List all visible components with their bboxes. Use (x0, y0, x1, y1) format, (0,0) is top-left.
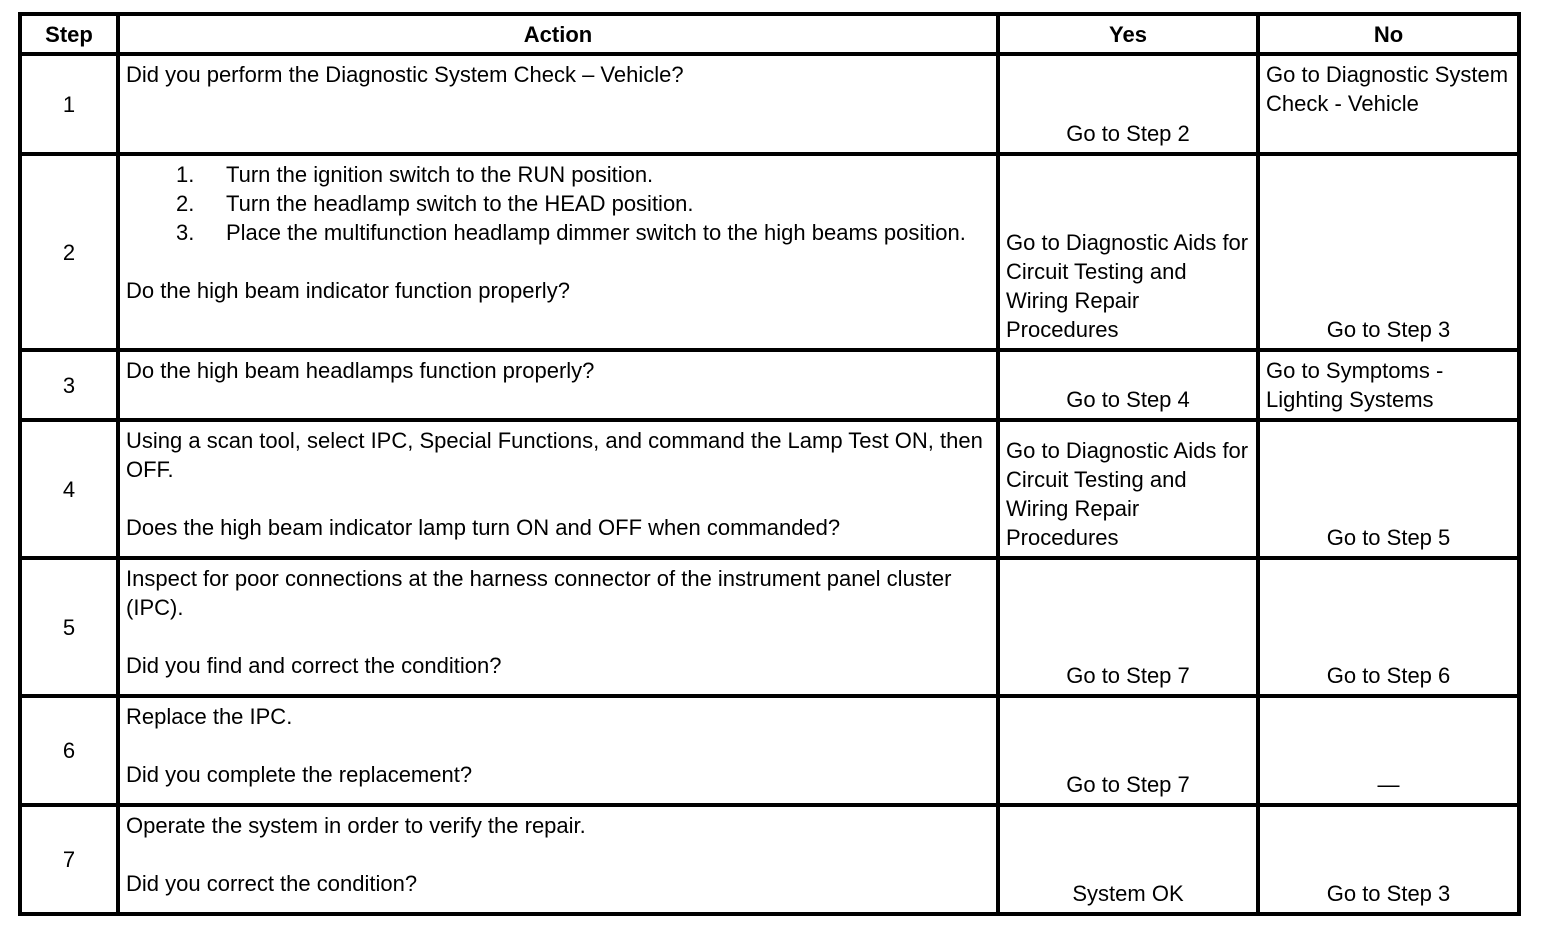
list-item-number: 3. (176, 220, 195, 245)
yes-result: Go to Step 2 (998, 54, 1258, 154)
list-item-number: 1. (176, 162, 195, 187)
yes-result: Go to Diagnostic Aids for Circuit Testing and Wiring Repair Procedures (998, 154, 1258, 350)
list-item (126, 189, 990, 218)
action-question: Did you find and correct the condition? (126, 653, 502, 678)
action-cell (118, 54, 998, 154)
action-text: Using a scan tool, select IPC, Special Functions, and command the Lamp Test ON, then OFF. (126, 428, 983, 482)
action-text: Did you perform the Diagnostic System Check – Vehicle? (126, 62, 684, 87)
table-row (20, 54, 1519, 154)
table-row (20, 420, 1519, 558)
step-number: 3 (20, 350, 118, 420)
header-action: Action (118, 14, 998, 54)
table-row (20, 154, 1519, 350)
action-text: Operate the system in order to verify the repair. (126, 813, 586, 838)
no-result: Go to Step 5 (1258, 420, 1519, 558)
header-yes: Yes (998, 14, 1258, 54)
list-item-number: 2. (176, 191, 195, 216)
action-cell (118, 696, 998, 805)
action-step-list (126, 160, 990, 247)
step-number: 1 (20, 54, 118, 154)
step-number: 4 (20, 420, 118, 558)
step-number: 6 (20, 696, 118, 805)
action-cell (118, 350, 998, 420)
action-cell (118, 805, 998, 914)
action-text: Do the high beam headlamps function properly? (126, 358, 595, 383)
action-cell (118, 420, 998, 558)
yes-result: Go to Step 7 (998, 558, 1258, 696)
no-result: Go to Step 3 (1258, 805, 1519, 914)
list-item-text: Place the multifunction headlamp dimmer switch to the high beams position. (226, 220, 966, 245)
no-result: Go to Step 3 (1258, 154, 1519, 350)
step-number: 2 (20, 154, 118, 350)
no-result: — (1258, 696, 1519, 805)
table-row (20, 558, 1519, 696)
action-question: Did you complete the replacement? (126, 762, 473, 787)
no-result: Go to Step 6 (1258, 558, 1519, 696)
step-number: 5 (20, 558, 118, 696)
action-question: Do the high beam indicator function properly? (126, 278, 570, 303)
table-header-row (20, 14, 1519, 54)
action-cell (118, 154, 998, 350)
step-number: 7 (20, 805, 118, 914)
table-row (20, 350, 1519, 420)
diagnostic-table (18, 12, 1521, 916)
action-question: Does the high beam indicator lamp turn ON and OFF when commanded? (126, 515, 841, 540)
no-result (1258, 54, 1519, 154)
action-question: Did you correct the condition? (126, 871, 418, 896)
no-result: Go to Symptoms - Lighting Systems (1258, 350, 1519, 420)
action-text: Inspect for poor connections at the harness connector of the instrument panel cluster (IPC). (126, 566, 952, 620)
header-no: No (1258, 14, 1519, 54)
table-row (20, 696, 1519, 805)
list-item (126, 160, 990, 189)
action-text: Replace the IPC. (126, 704, 293, 729)
yes-result: Go to Step 4 (998, 350, 1258, 420)
action-cell (118, 558, 998, 696)
header-step: Step (20, 14, 118, 54)
list-item (126, 218, 990, 247)
list-item-text: Turn the ignition switch to the RUN position. (226, 162, 654, 187)
yes-result: System OK (998, 805, 1258, 914)
list-item-text: Turn the headlamp switch to the HEAD position. (226, 191, 694, 216)
yes-result: Go to Diagnostic Aids for Circuit Testing and Wiring Repair Procedures (998, 420, 1258, 558)
table-row (20, 805, 1519, 914)
yes-result: Go to Step 7 (998, 696, 1258, 805)
no-result-text: Go to Diagnostic System Check - Vehicle (1266, 62, 1509, 116)
